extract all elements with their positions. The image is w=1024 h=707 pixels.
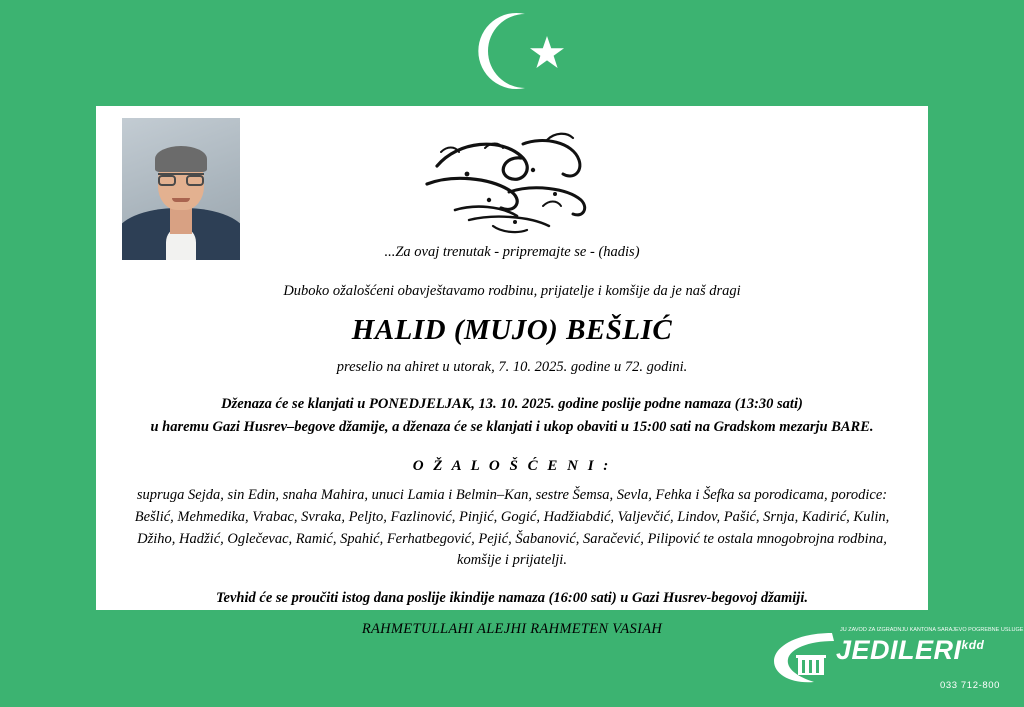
logo-brand (836, 635, 984, 666)
hadith-quote: ...Za ovaj trenutak - pripremajte se - (hadis) (384, 244, 640, 260)
funeral-time: Dženaza će se klanjati u PONEDJELJAK, 13. 10. 2025. godine poslije podne namaza (13:30 sati) (221, 396, 803, 412)
obituary-card (96, 106, 928, 637)
intro-text: Duboko ožalošćeni obavještavamo rodbinu, prijatelje i komšije da je naš dragi (283, 283, 741, 299)
deceased-name: HALID (MUJO) BEŠLIĆ (351, 314, 673, 346)
mourners-heading: O Ž A L O Š Ć E N I : (412, 458, 612, 474)
logo-tagline: JU ZAVOD ZA IZGRADNJU KANTONA SARAJEVO POGREBNE USLUGE (840, 627, 1024, 633)
passing-details: preselio na ahiret u utorak, 7. 10. 2025. godine u 72. godini. (336, 359, 688, 375)
funeral-location: u haremu Gazi Husrev–begove džamije, a dženaza će se klanjati i ukop obaviti u 15:00 sati na Gradskom mezarju BARE. (150, 419, 874, 435)
logo-brand-text: JEDILERI (836, 635, 962, 665)
obituary-text (122, 244, 902, 638)
logo-phone: 033 712-800 (940, 680, 1000, 691)
swoosh-icon (770, 629, 840, 687)
crescent-and-star-icon (0, 8, 1024, 94)
arabic-calligraphy-icon (96, 122, 928, 245)
logo-brand-superscript: kdd (961, 638, 985, 652)
company-logo (770, 627, 1024, 693)
closing-prayer: RAHMETULLAHI ALEJHI RAHMETEN VASIAH (361, 621, 663, 637)
tevhid-info: Tevhid će se proučiti istog dana poslije ikindije namaza (16:00 sati) u Gazi Husrev-begovoj džamiji. (216, 590, 808, 606)
mourners-list: supruga Sejda, sin Edin, snaha Mahira, unuci Lamia i Belmin–Kan, sestre Šemsa, Sevla, Fehka i Šefka sa porodicama, porodice: Bešlić, Mehmedika, Vrabac, Svraka, Peljto, Fazlinović, Pinjić, Gogić, Hadžiabdić, Valjevčić, Lindov, Pašić, Srnja, Kadirić, Kulin, Džiho, Hadžić, Oglečevac, Ramić, Spahić, Ferhatbegović, Pejić, Šabanović, Saračević, Pilipović te ostala mnogobrojna rodbina, komšije i prijatelji. (134, 487, 890, 569)
